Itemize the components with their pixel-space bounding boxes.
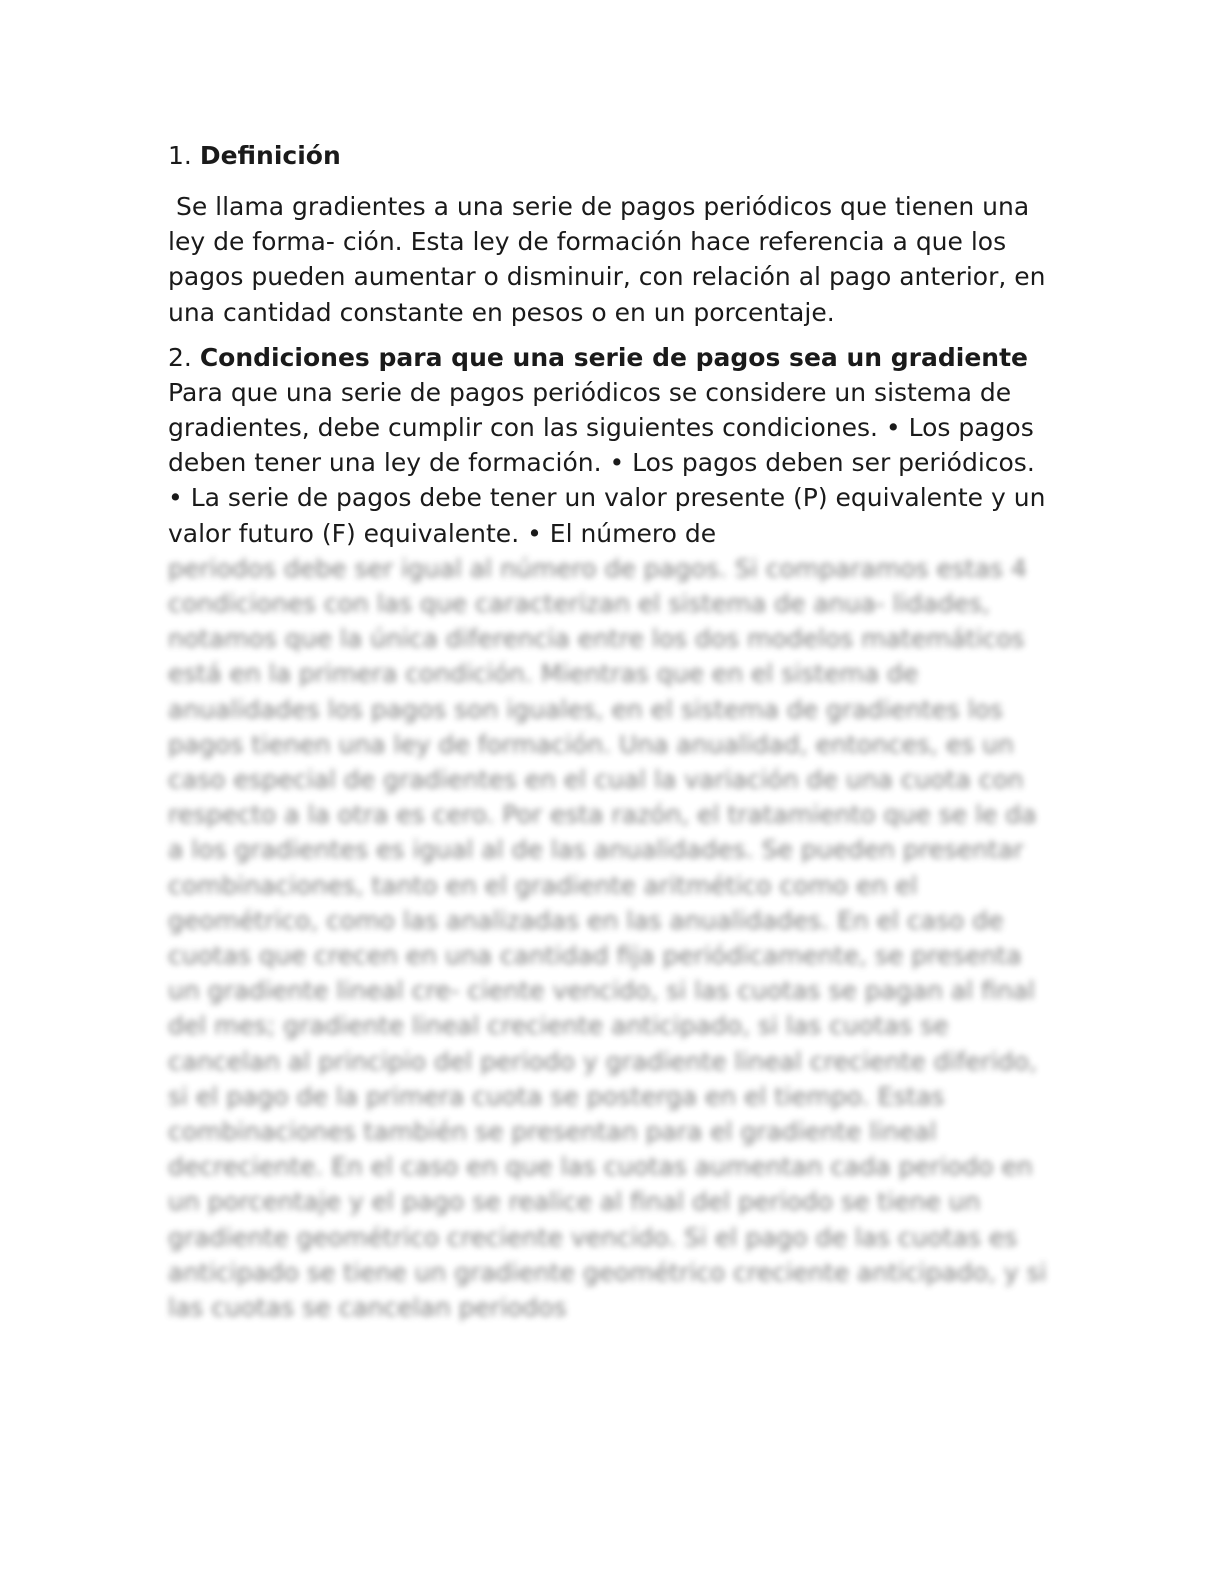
section-1-title: Definición [199,141,341,170]
document-content [168,138,1055,1325]
section-1-number: 1. [168,141,192,170]
section-2-paragraph: Para que una serie de pagos periódicos se considere un sistema de gradientes, debe cumplir con las siguientes condiciones. • Los pagos deben tener una ley de formación. • Los pagos deben ser periódicos. • La serie de pagos debe tener un valor presente (P) equivalente y un valor futuro (F) equivalente. • El número de [168,377,1054,548]
blurred-continuation-text: periodos debe ser igual al número de pagos. Si comparamos estas 4 condiciones con las que caracterizan el sistema de anua- lidades, notamos que la única diferencia entre los dos modelos matemáticos está en la primera condición. Mientras que en el sistema de anualidades los pagos son iguales, en el sistema de gradientes los pagos tienen una ley de formación. Una anualidad, entonces, es un caso especial de gradientes en el cual la variación de una cuota con respecto a la otra es cero. Por esta razón, el tratamiento que se le da a los gradientes es igual al de las anualidades. Se pueden presentar combinaciones, tanto en el gradiente aritmético como en el geométrico, como las analizadas en las anualidades. En el caso de cuotas que crecen en una cantidad fija periódicamente, se presenta un gradiente lineal cre- ciente vencido, si las cuotas se pagan al final del mes; gradiente lineal creciente anticipado, si las cuotas se cancelan al principio del periodo y gradiente lineal creciente diferido, si el pago de la primera cuota se posterga en el tiempo. Estas combinaciones también se presentan para el gradiente lineal decreciente. En el caso en que las cuotas aumentan cada periodo en un porcentaje y el pago se realice al final del periodo se tiene un gradiente geométrico creciente vencido. Si el pago de las cuotas es anticipado se tiene un gradiente geométrico creciente anticipado, y si las cuotas se cancelan periodos [168,553,1055,1323]
section-2-heading [168,340,1048,375]
section-2-number: 2. [168,342,192,372]
section-1-paragraph: Se llama gradientes a una serie de pagos periódicos que tienen una ley de forma- ción. Esta ley de formación hace referencia a que los pagos pueden aumentar o disminuir, con relación al pago anterior, en una cantidad constante en pesos o en un porcentaje. [168,192,1054,327]
section-1-heading [168,138,1048,173]
section-2-title: Condiciones para que una serie de pagos sea un gradiente [199,342,1028,372]
